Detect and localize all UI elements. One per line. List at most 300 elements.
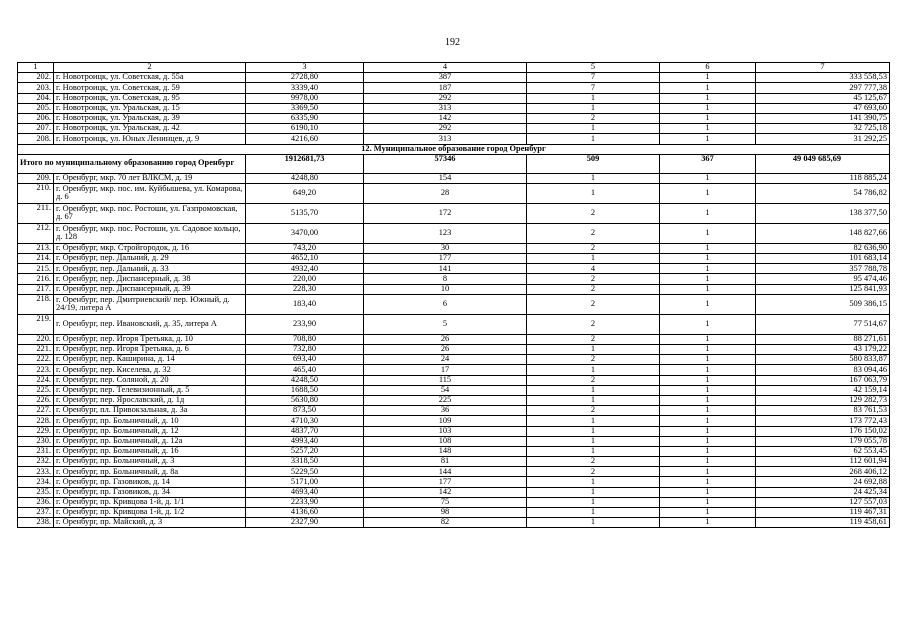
cell-n: 229. (18, 426, 54, 436)
cell-addr: г. Новотроицк, ул. Уральская, д. 39 (54, 113, 246, 123)
cell-c7: 125 841,93 (756, 284, 890, 294)
cell-c7: 167 063,79 (756, 375, 890, 385)
cell-n: 211. (18, 203, 54, 223)
cell-area: 2728,80 (246, 73, 364, 83)
table-row (18, 477, 890, 487)
cell-n: 236. (18, 497, 54, 507)
cell-c5: 2 (527, 375, 660, 385)
cell-addr: г. Оренбург, пер. Дальний, д. 29 (54, 254, 246, 264)
cell-c6: 1 (660, 395, 756, 405)
total-c6: 367 (660, 154, 756, 173)
table-row (18, 508, 890, 518)
cell-area: 5630,80 (246, 395, 364, 405)
table-row (18, 375, 890, 385)
cell-c7: 138 377,50 (756, 203, 890, 223)
cell-addr: г. Оренбург, пр. Газовиков, д. 14 (54, 477, 246, 487)
cell-c7: 95 474,46 (756, 274, 890, 284)
cell-n: 218. (18, 294, 54, 314)
cell-c7: 141 390,75 (756, 113, 890, 123)
cell-area: 4837,70 (246, 426, 364, 436)
cell-addr: г. Оренбург, пер. Каширина, д. 14 (54, 355, 246, 365)
cell-c4: 26 (364, 345, 527, 355)
cell-c5: 1 (527, 446, 660, 456)
cell-c7: 42 159,14 (756, 385, 890, 395)
cell-c5: 1 (527, 183, 660, 203)
cell-area: 3369,50 (246, 103, 364, 113)
cell-c7: 173 772,43 (756, 416, 890, 426)
cell-c7: 179 055,78 (756, 436, 890, 446)
cell-c6: 1 (660, 83, 756, 93)
table-row (18, 518, 890, 528)
cell-c6: 1 (660, 487, 756, 497)
cell-c7: 101 683,14 (756, 254, 890, 264)
cell-c7: 31 292,25 (756, 134, 890, 144)
cell-area: 9978,00 (246, 93, 364, 103)
cell-c5: 1 (527, 416, 660, 426)
cell-n: 220. (18, 334, 54, 344)
cell-addr: г. Оренбург, пр. Больничный, д. 12 (54, 426, 246, 436)
cell-c4: 30 (364, 243, 527, 253)
column-header: 6 (660, 63, 756, 73)
total-c7: 49 049 685,69 (756, 154, 890, 173)
cell-c5: 1 (527, 436, 660, 446)
cell-c7: 47 693,60 (756, 103, 890, 113)
cell-area: 693,40 (246, 355, 364, 365)
cell-c7: 129 282,73 (756, 395, 890, 405)
column-header: 3 (246, 63, 364, 73)
cell-c4: 75 (364, 497, 527, 507)
cell-c5: 1 (527, 134, 660, 144)
cell-c7: 24 692,88 (756, 477, 890, 487)
cell-c7: 77 514,67 (756, 314, 890, 334)
table-row (18, 446, 890, 456)
cell-n: 210. (18, 183, 54, 203)
cell-c4: 313 (364, 103, 527, 113)
column-header: 4 (364, 63, 527, 73)
cell-area: 6335,90 (246, 113, 364, 123)
cell-c6: 1 (660, 345, 756, 355)
cell-c6: 1 (660, 365, 756, 375)
cell-c4: 142 (364, 113, 527, 123)
table-row (18, 124, 890, 134)
cell-c6: 1 (660, 264, 756, 274)
cell-c6: 1 (660, 203, 756, 223)
table-row (18, 203, 890, 223)
cell-c6: 1 (660, 416, 756, 426)
cell-c5: 2 (527, 467, 660, 477)
cell-c4: 313 (364, 134, 527, 144)
cell-addr: г. Оренбург, мкр. Стройгородок, д. 16 (54, 243, 246, 253)
total-c4: 57346 (364, 154, 527, 173)
cell-c4: 8 (364, 274, 527, 284)
cell-addr: г. Новотроицк, ул. Советская, д. 95 (54, 93, 246, 103)
cell-c7: 43 179,22 (756, 345, 890, 355)
table-row (18, 345, 890, 355)
cell-n: 209. (18, 173, 54, 183)
cell-n: 203. (18, 83, 54, 93)
cell-addr: г. Оренбург, пр. Больничный, д. 10 (54, 416, 246, 426)
cell-area: 708,80 (246, 334, 364, 344)
cell-addr: г. Оренбург, пр. Больничный, д. 8а (54, 467, 246, 477)
cell-addr: г. Оренбург, пер. Киселева, д. 32 (54, 365, 246, 375)
cell-c6: 1 (660, 508, 756, 518)
cell-addr: г. Оренбург, пр. Газовиков, д. 34 (54, 487, 246, 497)
cell-addr: г. Оренбург, мкр. пос. Ростоши, ул. Садовое кольцо, д. 128 (54, 223, 246, 243)
cell-n: 230. (18, 436, 54, 446)
cell-c5: 7 (527, 73, 660, 83)
cell-area: 4932,40 (246, 264, 364, 274)
cell-area: 2327,90 (246, 518, 364, 528)
cell-c5: 2 (527, 334, 660, 344)
cell-n: 235. (18, 487, 54, 497)
cell-c7: 83 761,53 (756, 406, 890, 416)
cell-c5: 2 (527, 284, 660, 294)
cell-area: 4216,60 (246, 134, 364, 144)
cell-area: 3339,40 (246, 83, 364, 93)
cell-addr: г. Новотроицк, ул. Уральская, д. 42 (54, 124, 246, 134)
table-row (18, 385, 890, 395)
cell-c6: 1 (660, 334, 756, 344)
page-number: 192 (445, 37, 460, 48)
cell-c4: 115 (364, 375, 527, 385)
cell-c4: 387 (364, 73, 527, 83)
section-row (18, 144, 890, 154)
table-row (18, 436, 890, 446)
cell-area: 4136,60 (246, 508, 364, 518)
cell-n: 214. (18, 254, 54, 264)
cell-c6: 1 (660, 113, 756, 123)
cell-c5: 7 (527, 83, 660, 93)
cell-n: 216. (18, 274, 54, 284)
cell-c4: 109 (364, 416, 527, 426)
cell-c5: 2 (527, 203, 660, 223)
cell-c4: 54 (364, 385, 527, 395)
table-row (18, 426, 890, 436)
table-row (18, 93, 890, 103)
section-title: 12. Муниципальное образование город Оренбург (18, 144, 890, 154)
table-row (18, 264, 890, 274)
cell-c5: 4 (527, 264, 660, 274)
table-row (18, 416, 890, 426)
cell-addr: г. Новотроицк, ул. Советская, д. 59 (54, 83, 246, 93)
cell-n: 238. (18, 518, 54, 528)
cell-c7: 119 458,61 (756, 518, 890, 528)
cell-c7: 112 601,94 (756, 457, 890, 467)
cell-area: 228,30 (246, 284, 364, 294)
table-row (18, 365, 890, 375)
cell-c4: 187 (364, 83, 527, 93)
cell-c5: 2 (527, 223, 660, 243)
total-row (18, 154, 890, 173)
cell-c4: 103 (364, 426, 527, 436)
cell-addr: г. Оренбург, пер. Дальний, д. 33 (54, 264, 246, 274)
cell-c5: 2 (527, 243, 660, 253)
cell-addr: г. Оренбург, пер. Игоря Третьяка, д. 6 (54, 345, 246, 355)
cell-c5: 2 (527, 314, 660, 334)
cell-c6: 1 (660, 243, 756, 253)
cell-addr: г. Оренбург, пр. Больничный, д. 16 (54, 446, 246, 456)
cell-area: 732,80 (246, 345, 364, 355)
cell-n: 221. (18, 345, 54, 355)
cell-n: 215. (18, 264, 54, 274)
cell-c4: 292 (364, 124, 527, 134)
cell-c7: 148 827,66 (756, 223, 890, 243)
cell-c5: 1 (527, 345, 660, 355)
cell-area: 2233,90 (246, 497, 364, 507)
cell-n: 228. (18, 416, 54, 426)
cell-addr: г. Оренбург, пл. Привокзальная, д. 3а (54, 406, 246, 416)
cell-c7: 54 786,82 (756, 183, 890, 203)
cell-c6: 1 (660, 406, 756, 416)
cell-addr: г. Оренбург, пер. Ярославский, д. 1д (54, 395, 246, 405)
cell-c5: 1 (527, 254, 660, 264)
table-row (18, 113, 890, 123)
cell-area: 4652,10 (246, 254, 364, 264)
cell-area: 5229,50 (246, 467, 364, 477)
cell-area: 743,20 (246, 243, 364, 253)
table-row (18, 355, 890, 365)
cell-c5: 1 (527, 426, 660, 436)
cell-c6: 1 (660, 93, 756, 103)
table-row (18, 497, 890, 507)
cell-area: 465,40 (246, 365, 364, 375)
table-row (18, 284, 890, 294)
cell-c7: 176 150,02 (756, 426, 890, 436)
table-row (18, 487, 890, 497)
total-area: 1912681,73 (246, 154, 364, 173)
cell-addr: г. Оренбург, пер. Соляной, д. 20 (54, 375, 246, 385)
cell-c4: 141 (364, 264, 527, 274)
column-header: 5 (527, 63, 660, 73)
cell-addr: г. Оренбург, пер. Ивановский, д. 35, литера А (54, 314, 246, 334)
cell-c5: 1 (527, 93, 660, 103)
cell-c7: 580 833,87 (756, 355, 890, 365)
cell-n: 217. (18, 284, 54, 294)
table-row (18, 243, 890, 253)
table-row (18, 173, 890, 183)
cell-c5: 1 (527, 124, 660, 134)
cell-area: 4693,40 (246, 487, 364, 497)
cell-c5: 1 (527, 487, 660, 497)
cell-c5: 2 (527, 457, 660, 467)
cell-c6: 1 (660, 103, 756, 113)
cell-addr: г. Новотроицк, ул. Уральская, д. 15 (54, 103, 246, 113)
cell-area: 3470,00 (246, 223, 364, 243)
cell-addr: г. Оренбург, пр. Больничный, д. 3 (54, 457, 246, 467)
cell-c6: 1 (660, 457, 756, 467)
cell-c5: 1 (527, 518, 660, 528)
cell-c7: 45 125,67 (756, 93, 890, 103)
cell-c4: 144 (364, 467, 527, 477)
cell-n: 212. (18, 223, 54, 243)
cell-c7: 83 094,46 (756, 365, 890, 375)
cell-c6: 1 (660, 497, 756, 507)
cell-c4: 24 (364, 355, 527, 365)
table-row (18, 254, 890, 264)
cell-n: 224. (18, 375, 54, 385)
cell-addr: г. Оренбург, мкр. пос. им. Куйбышева, ул. Комарова, д. 6 (54, 183, 246, 203)
cell-c7: 119 467,31 (756, 508, 890, 518)
cell-area: 4993,40 (246, 436, 364, 446)
cell-c6: 1 (660, 183, 756, 203)
cell-c7: 297 777,38 (756, 83, 890, 93)
cell-c5: 1 (527, 497, 660, 507)
cell-c6: 1 (660, 294, 756, 314)
cell-area: 6190,10 (246, 124, 364, 134)
cell-c5: 2 (527, 274, 660, 284)
cell-c7: 509 386,15 (756, 294, 890, 314)
cell-addr: г. Оренбург, пер. Дмитриевский/ пер. Южный, д. 24/19, литера А (54, 294, 246, 314)
cell-n: 223. (18, 365, 54, 375)
cell-c5: 2 (527, 355, 660, 365)
cell-c5: 1 (527, 385, 660, 395)
cell-area: 1688,50 (246, 385, 364, 395)
table-row (18, 274, 890, 284)
cell-n: 202. (18, 73, 54, 83)
cell-n: 222. (18, 355, 54, 365)
cell-n: 227. (18, 406, 54, 416)
cell-c6: 1 (660, 375, 756, 385)
cell-c6: 1 (660, 314, 756, 334)
cell-c4: 177 (364, 477, 527, 487)
table-row (18, 395, 890, 405)
cell-c4: 154 (364, 173, 527, 183)
cell-c4: 28 (364, 183, 527, 203)
cell-c6: 1 (660, 385, 756, 395)
cell-addr: г. Оренбург, пер. Телевизионный, д. 5 (54, 385, 246, 395)
cell-n: 219. (18, 314, 54, 334)
cell-c6: 1 (660, 73, 756, 83)
cell-c5: 2 (527, 113, 660, 123)
cell-n: 207. (18, 124, 54, 134)
table-row (18, 294, 890, 314)
cell-c4: 108 (364, 436, 527, 446)
cell-n: 233. (18, 467, 54, 477)
cell-c4: 36 (364, 406, 527, 416)
cell-c5: 1 (527, 395, 660, 405)
column-header: 1 (18, 63, 54, 73)
cell-c5: 1 (527, 508, 660, 518)
cell-c6: 1 (660, 477, 756, 487)
cell-addr: г. Оренбург, пр. Кривцова 1-й, д. 1/2 (54, 508, 246, 518)
cell-c4: 10 (364, 284, 527, 294)
cell-c6: 1 (660, 134, 756, 144)
column-header: 2 (54, 63, 246, 73)
cell-addr: г. Оренбург, пер. Игоря Третьяка, д. 10 (54, 334, 246, 344)
cell-addr: г. Оренбург, пр. Больничный, д. 12а (54, 436, 246, 446)
cell-c5: 1 (527, 173, 660, 183)
cell-c5: 1 (527, 365, 660, 375)
cell-addr: г. Новотроицк, ул. Юных Ленинцев, д. 9 (54, 134, 246, 144)
cell-n: 204. (18, 93, 54, 103)
table-row (18, 467, 890, 477)
cell-c7: 357 788,78 (756, 264, 890, 274)
cell-c4: 292 (364, 93, 527, 103)
cell-area: 5257,20 (246, 446, 364, 456)
cell-c7: 127 557,03 (756, 497, 890, 507)
cell-area: 5171,00 (246, 477, 364, 487)
cell-addr: г. Новотроицк, ул. Советская, д. 55а (54, 73, 246, 83)
table-row (18, 103, 890, 113)
cell-c6: 1 (660, 254, 756, 264)
table-row (18, 406, 890, 416)
cell-c6: 1 (660, 355, 756, 365)
column-header: 7 (756, 63, 890, 73)
cell-addr: г. Оренбург, пер. Диспансерный, д. 39 (54, 284, 246, 294)
table-row (18, 223, 890, 243)
cell-c7: 24 425,34 (756, 487, 890, 497)
cell-c4: 142 (364, 487, 527, 497)
table-row (18, 334, 890, 344)
total-label: Итого по муниципальному образованию город Оренбург (18, 154, 246, 173)
cell-area: 873,50 (246, 406, 364, 416)
table-body (18, 63, 890, 528)
cell-addr: г. Оренбург, пер. Диспансерный, д. 38 (54, 274, 246, 284)
cell-c4: 172 (364, 203, 527, 223)
cell-n: 225. (18, 385, 54, 395)
cell-area: 4248,80 (246, 173, 364, 183)
cell-c4: 148 (364, 446, 527, 456)
cell-c5: 2 (527, 294, 660, 314)
cell-c4: 17 (364, 365, 527, 375)
cell-area: 3318,50 (246, 457, 364, 467)
cell-c5: 1 (527, 477, 660, 487)
cell-n: 232. (18, 457, 54, 467)
cell-area: 4710,30 (246, 416, 364, 426)
table-row (18, 83, 890, 93)
cell-c5: 1 (527, 103, 660, 113)
table-row (18, 314, 890, 334)
cell-area: 649,20 (246, 183, 364, 203)
cell-c4: 5 (364, 314, 527, 334)
cell-c6: 1 (660, 274, 756, 284)
cell-c5: 2 (527, 406, 660, 416)
cell-c4: 6 (364, 294, 527, 314)
cell-c4: 26 (364, 334, 527, 344)
cell-n: 231. (18, 446, 54, 456)
cell-area: 183,40 (246, 294, 364, 314)
table-row (18, 457, 890, 467)
cell-c7: 32 725,18 (756, 124, 890, 134)
cell-n: 237. (18, 508, 54, 518)
cell-c6: 1 (660, 436, 756, 446)
cell-addr: г. Оренбург, мкр. пос. Ростоши, ул. Газпромовская, д. 67 (54, 203, 246, 223)
cell-c4: 82 (364, 518, 527, 528)
cell-n: 206. (18, 113, 54, 123)
cell-c4: 225 (364, 395, 527, 405)
cell-area: 5135,70 (246, 203, 364, 223)
cell-addr: г. Оренбург, пр. Майский, д. 3 (54, 518, 246, 528)
cell-n: 208. (18, 134, 54, 144)
cell-area: 233,90 (246, 314, 364, 334)
cell-c7: 62 553,45 (756, 446, 890, 456)
cell-addr: г. Оренбург, пр. Кривцова 1-й, д. 1/1 (54, 497, 246, 507)
cell-c6: 1 (660, 173, 756, 183)
cell-area: 4248,50 (246, 375, 364, 385)
cell-n: 226. (18, 395, 54, 405)
cell-c7: 118 885,24 (756, 173, 890, 183)
cell-c4: 123 (364, 223, 527, 243)
table-row (18, 183, 890, 203)
cell-n: 234. (18, 477, 54, 487)
cell-c6: 1 (660, 426, 756, 436)
cell-n: 205. (18, 103, 54, 113)
cell-c7: 82 636,90 (756, 243, 890, 253)
cell-c6: 1 (660, 467, 756, 477)
register-table (17, 62, 890, 528)
cell-c7: 268 406,12 (756, 467, 890, 477)
cell-area: 220,00 (246, 274, 364, 284)
